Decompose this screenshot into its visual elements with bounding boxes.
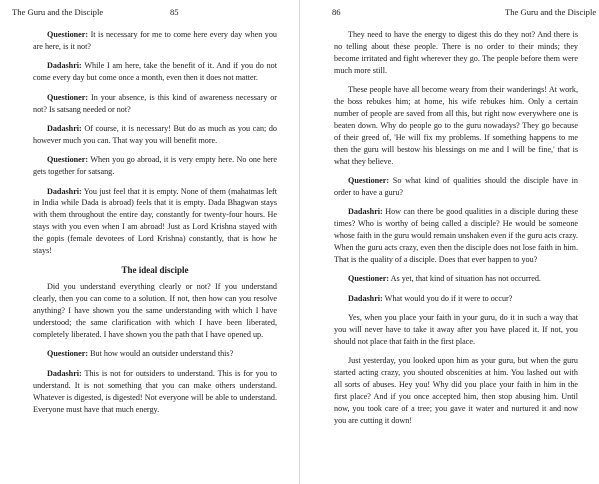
paragraph [334,175,578,199]
paragraph-text: Yes, when you place your faith in your guru, do it in such a way that you will never have to take it away after you have placed it. If not, you should not place that faith in the first place. [334,313,578,346]
paragraph-text: They need to have the energy to digest this do they not? And there is no telling about these people. There is no order to their minds; they become irritated and fight wherever they go. The people before them were much more still. [334,30,578,75]
speaker-label: Questioner: [47,349,89,359]
paragraph-text: Just yesterday, you looked upon him as your guru, but when the guru started acting crazy, you shouted obscenities at him. You lashed out with all sorts of abuses. Hey you! Why did you place your faith in him in the first place? And if you once accepted him, then stop abusing him. Until now, you took care of a tree; you gave it water and nurtured it and now you are cutting it down! [334,356,578,425]
speaker-label: Dadashri: [348,207,383,217]
paragraph-text: This is not for outsiders to understand. This is for you to understand. It is not something that you can make others understand. Whatever is digested, is digested! Not everyone will be able to understand. Everyone must have that much energy. [33,368,277,414]
paragraph-text: In your absence, is this kind of awareness necessary or not? Is satsang needed or not? [33,92,277,114]
paragraph [33,348,277,360]
paragraph [33,123,277,147]
paragraph-text: When you go abroad, it is very empty here. No one here gets together for satsang. [33,155,277,177]
speaker-label: Questioner: [348,274,390,284]
paragraph [33,186,277,257]
speaker-label: Questioner: [47,30,89,39]
right-page [300,0,599,484]
left-page [0,0,299,484]
paragraph [33,92,277,116]
paragraph [334,355,578,426]
paragraph-text: As yet, that kind of situation has not occurred. [389,274,541,284]
running-title: The Guru and the Disciple [505,7,597,17]
paragraph [33,281,277,341]
speaker-label: Dadashri: [348,293,383,303]
running-title: The Guru and the Disciple [12,7,104,17]
speaker-label: Dadashri: [47,368,82,378]
speaker-label: Dadashri: [47,61,82,71]
paragraph [33,368,277,416]
paragraph-text: Of course, it is necessary! But do as much as you can; do however much you can. That way you will benefit more. [33,123,277,145]
paragraph-text: But how would an outsider understand this? [88,349,234,359]
page-number: 86 [332,7,341,17]
paragraph [334,84,578,167]
paragraph-text: It is necessary for me to come here every day when you are here, is it not? [33,30,277,51]
speaker-label: Questioner: [47,92,89,102]
paragraph-text: You just feel that it is empty. None of them (mahatmas left in India while Dada is abroad) feels that it is empty. Dada Bhagwan stays with them throughout the entire day, constantly for twenty-four hours. He stays with you even when I am abroad! Just as Lord Krishna stayed with the gopis (female devotees of Lord Krishna) constantly, that is how he stays! [33,186,277,256]
paragraph [334,206,578,266]
paragraph [334,312,578,348]
paragraph [334,273,578,285]
speaker-label: Questioner: [348,175,390,185]
section-heading: The ideal disciple [121,264,189,275]
speaker-label: Dadashri: [47,123,82,133]
paragraph [33,29,277,53]
paragraph-text: So what kind of qualities should the disciple have in order to have a guru? [334,175,578,197]
paragraph-text: How can there be good qualities in a disciple during these times? Who is worthy of being called a disciple? He would be someone whose faith in the guru would remain unshaken even if the guru acts crazy. When the guru acts crazy, even then the disciple does not lose faith in him. That is the quality of a disciple. Does that ever happen to you? [334,207,578,264]
page-body [33,29,277,423]
paragraph-text: These people have all become weary from their wanderings! At work, the boss rebukes him; at home, his wife rebukes him. Only a certain number of people are saved from all this, but right now everywhere one is beaten down. Why do people go to the guru nowadays? They go because of their greed of, 'He will fix my problems. If something happens to me then the guru will bestow his blessings on me and I will be fine,' that is what they believe. [334,85,578,166]
page-body [334,29,578,434]
paragraph [334,29,578,77]
paragraph [33,60,277,84]
speaker-label: Dadashri: [47,186,82,196]
paragraph [334,293,578,305]
paragraph-text: While I am here, take the benefit of it. And if you do not come every day but come once a month, even then it does not matter. [33,61,277,83]
paragraph [33,154,277,178]
speaker-label: Questioner: [47,155,89,165]
page-number: 85 [170,7,179,17]
paragraph-text: Did you understand everything clearly or not? If you understand clearly, then you can come to a solution. If not, then how can you resolve anything? I have shown you the same understanding with which I have understood; the same clarification with which I have been liberated, completely liberated. I have shown you the path that I have opened up. [33,282,277,340]
paragraph-text: What would you do if it were to occur? [382,293,513,303]
